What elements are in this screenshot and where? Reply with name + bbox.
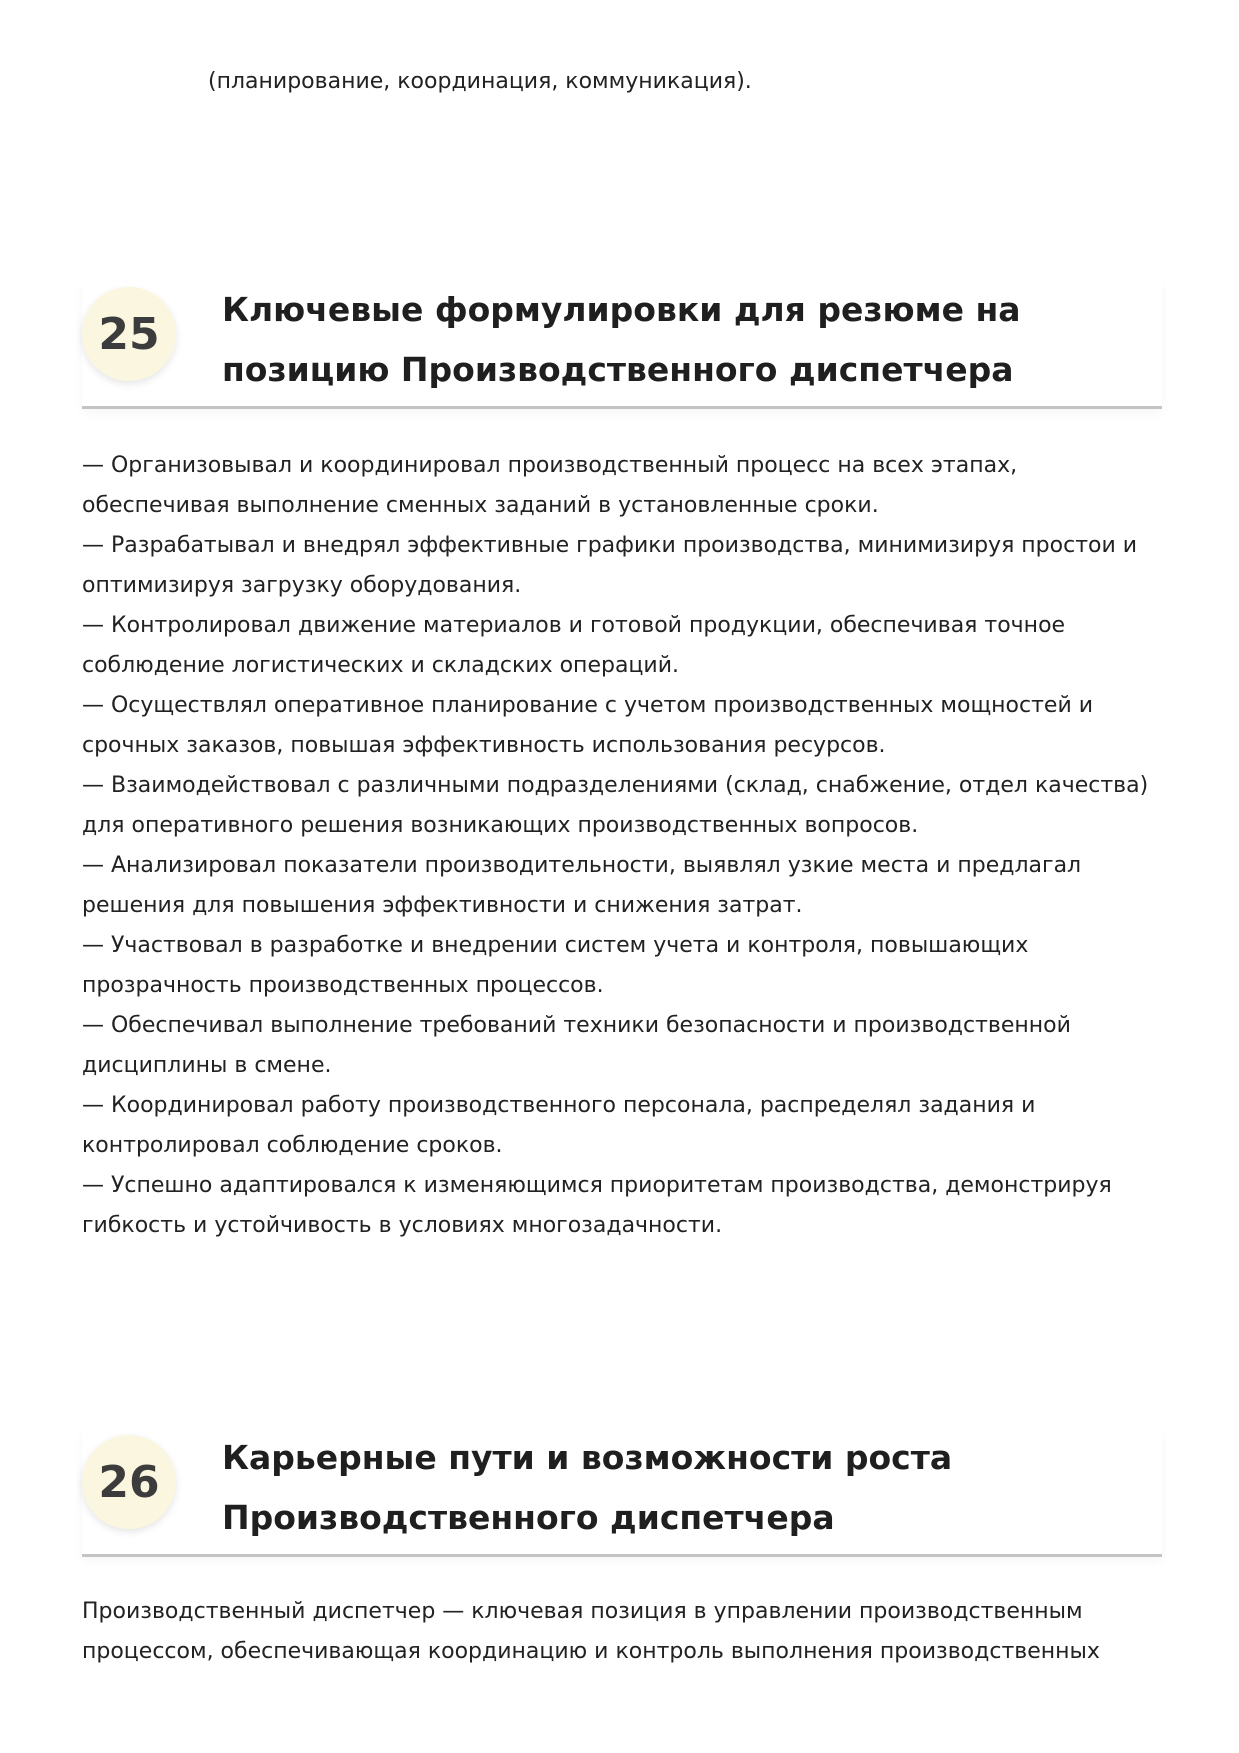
list-item: — Контролировал движение материалов и готовой продукции, обеспечивая точное соблюдение логистических и складских операций. — [82, 613, 1066, 678]
list-item: — Участвовал в разработке и внедрении систем учета и контроля, повышающих прозрачность производственных процессов. — [82, 933, 1029, 998]
list-item: — Координировал работу производственного персонала, распределял задания и контролировал соблюдение сроков. — [82, 1093, 1036, 1158]
list-item: — Осуществлял оперативное планирование с учетом производственных мощностей и срочных заказов, повышая эффективность использования ресурсов. — [82, 693, 1094, 758]
list-item: — Успешно адаптировался к изменяющимся приоритетам производства, демонстрируя гибкость и устойчивость в условиях многозадачности. — [82, 1173, 1112, 1238]
list-item: — Организовывал и координировал производственный процесс на всех этапах, обеспечивая выполнение сменных заданий в установленные сроки. — [82, 453, 1018, 518]
section-25-header — [82, 282, 1162, 409]
section-intro-paragraph: Производственный диспетчер — ключевая позиция в управлении производственным процессом, обеспечивающая координацию и контроль выполнения производственных — [82, 1599, 1100, 1664]
list-item: — Анализировал показатели производительности, выявлял узкие места и предлагал решения для повышения эффективности и снижения затрат. — [82, 853, 1082, 918]
section-number-badge: 26 — [82, 1435, 176, 1529]
section-title: Карьерные пути и возможности роста Производственного диспетчера — [222, 1438, 953, 1537]
resume-phrases-list — [82, 446, 1162, 1246]
list-item: — Взаимодействовал с различными подразделениями (склад, снабжение, отдел качества) для оперативного решения возникающих производственных вопросов. — [82, 773, 1149, 838]
list-item: — Разрабатывал и внедрял эффективные графики производства, минимизируя простои и оптимизируя загрузку оборудования. — [82, 533, 1138, 598]
section-number-badge: 25 — [82, 287, 176, 381]
carry-over-line: (планирование, координация, коммуникация). — [208, 69, 752, 94]
section-title: Ключевые формулировки для резюме на позицию Производственного диспетчера — [222, 290, 1021, 389]
section-26-header — [82, 1430, 1162, 1557]
list-item: — Обеспечивал выполнение требований техники безопасности и производственной дисциплины в смене. — [82, 1013, 1071, 1078]
